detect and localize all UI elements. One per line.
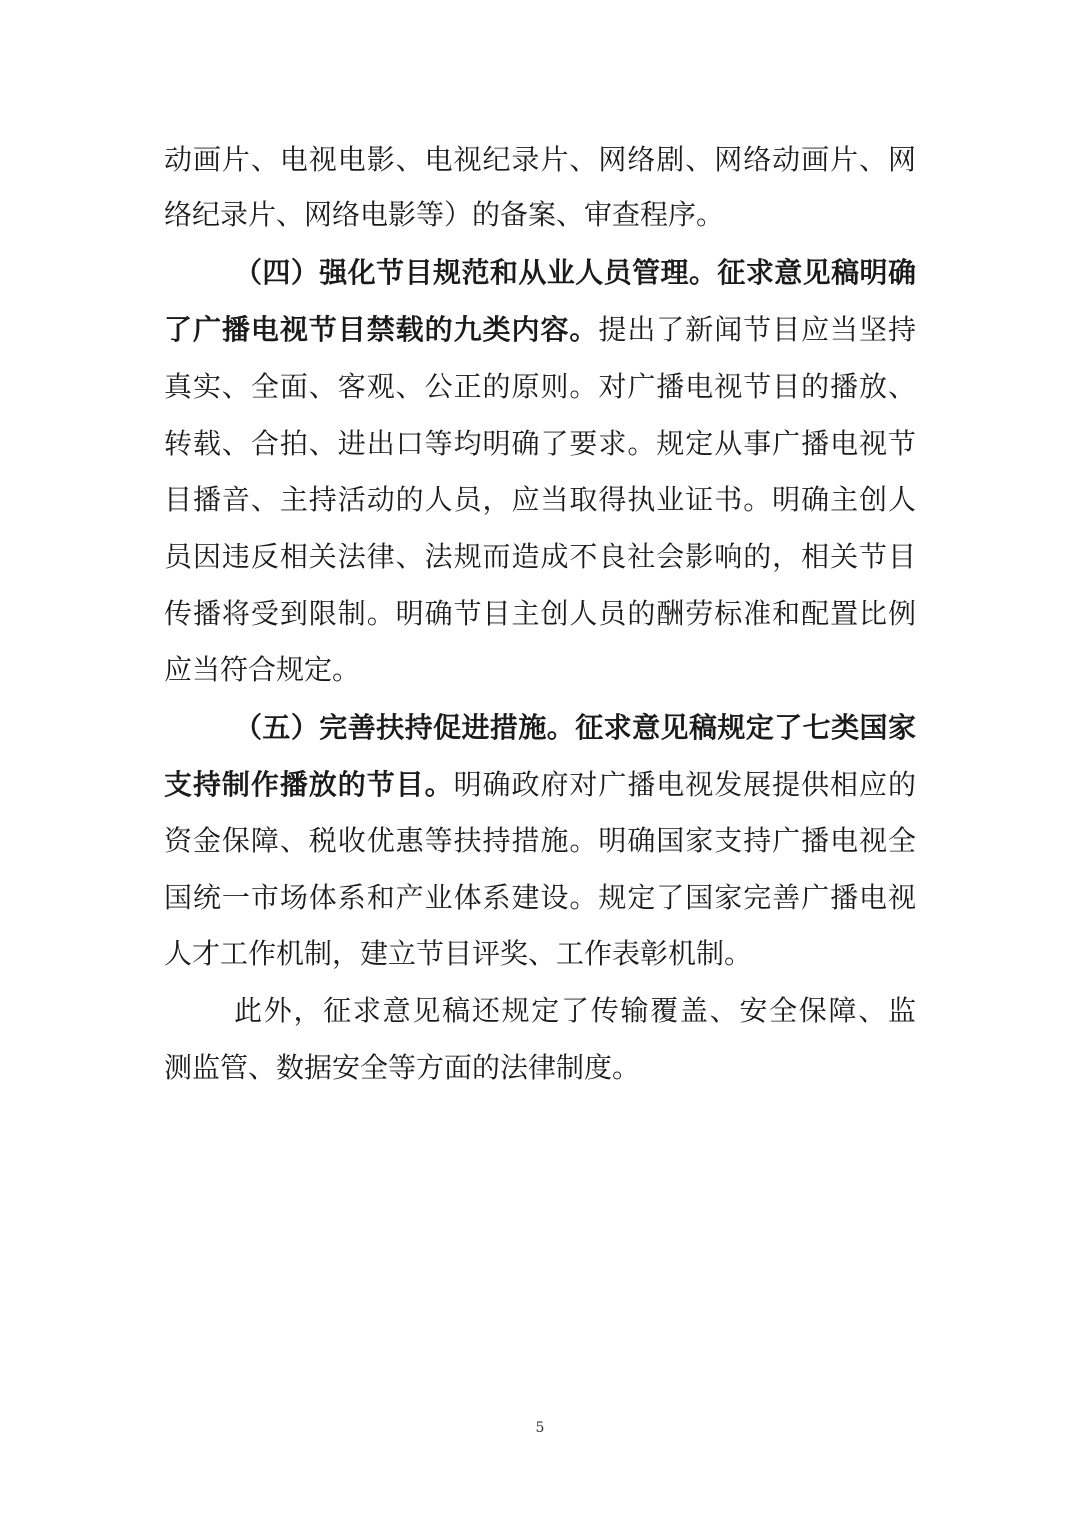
text-line	[164, 765, 916, 805]
section-heading-5	[234, 708, 916, 748]
section-heading-4	[234, 253, 916, 293]
text-line	[164, 650, 916, 690]
text-segment: 提出了新闻节目应当坚持	[598, 313, 916, 346]
text-line	[164, 480, 916, 520]
text-line	[164, 878, 916, 918]
bold-text-segment: （五）完善扶持促进措施。征求意见稿规定了七类国家	[234, 711, 916, 744]
bold-text-segment: （四）强化节目规范和从业人员管理。征求意见稿明确	[234, 256, 916, 289]
text-line	[164, 424, 916, 464]
text-segment: 络纪录片、网络电影等）的备案、审查程序。	[164, 198, 725, 231]
text-line	[164, 140, 916, 180]
text-line	[164, 934, 916, 974]
text-segment: 应当符合规定。	[164, 653, 361, 686]
text-segment: 测监管、数据安全等方面的法律制度。	[164, 1051, 641, 1084]
text-segment: 人才工作机制，建立节目评奖、工作表彰机制。	[164, 937, 753, 970]
text-line	[164, 537, 916, 577]
text-segment: 传播将受到限制。明确节目主创人员的酬劳标准和配置比例	[164, 597, 916, 630]
text-segment: 资金保障、税收优惠等扶持措施。明确国家支持广播电视全	[164, 824, 916, 857]
text-line	[234, 991, 916, 1031]
text-segment: 转载、合拍、进出口等均明确了要求。规定从事广播电视节	[164, 427, 916, 460]
text-segment: 国统一市场体系和产业体系建设。规定了国家完善广播电视	[164, 881, 916, 914]
text-segment: 目播音、主持活动的人员，应当取得执业证书。明确主创人	[164, 483, 916, 516]
text-segment: 动画片、电视电影、电视纪录片、网络剧、网络动画片、网	[164, 143, 916, 176]
text-line	[164, 821, 916, 861]
page-number: 5	[535, 1420, 545, 1436]
text-line	[164, 195, 916, 235]
bold-text-segment: 支持制作播放的节目。	[164, 768, 454, 801]
text-line	[164, 1048, 916, 1088]
text-segment: 明确政府对广播电视发展提供相应的	[453, 768, 916, 801]
text-line	[164, 310, 916, 350]
text-segment: 员因违反相关法律、法规而造成不良社会影响的，相关节目	[164, 540, 916, 573]
bold-text-segment: 了广播电视节目禁载的九类内容。	[164, 313, 599, 346]
text-line	[164, 367, 916, 407]
text-segment: 真实、全面、客观、公正的原则。对广播电视节目的播放、	[164, 370, 916, 403]
text-segment: 此外，征求意见稿还规定了传输覆盖、安全保障、监	[234, 994, 916, 1027]
text-line	[164, 594, 916, 634]
